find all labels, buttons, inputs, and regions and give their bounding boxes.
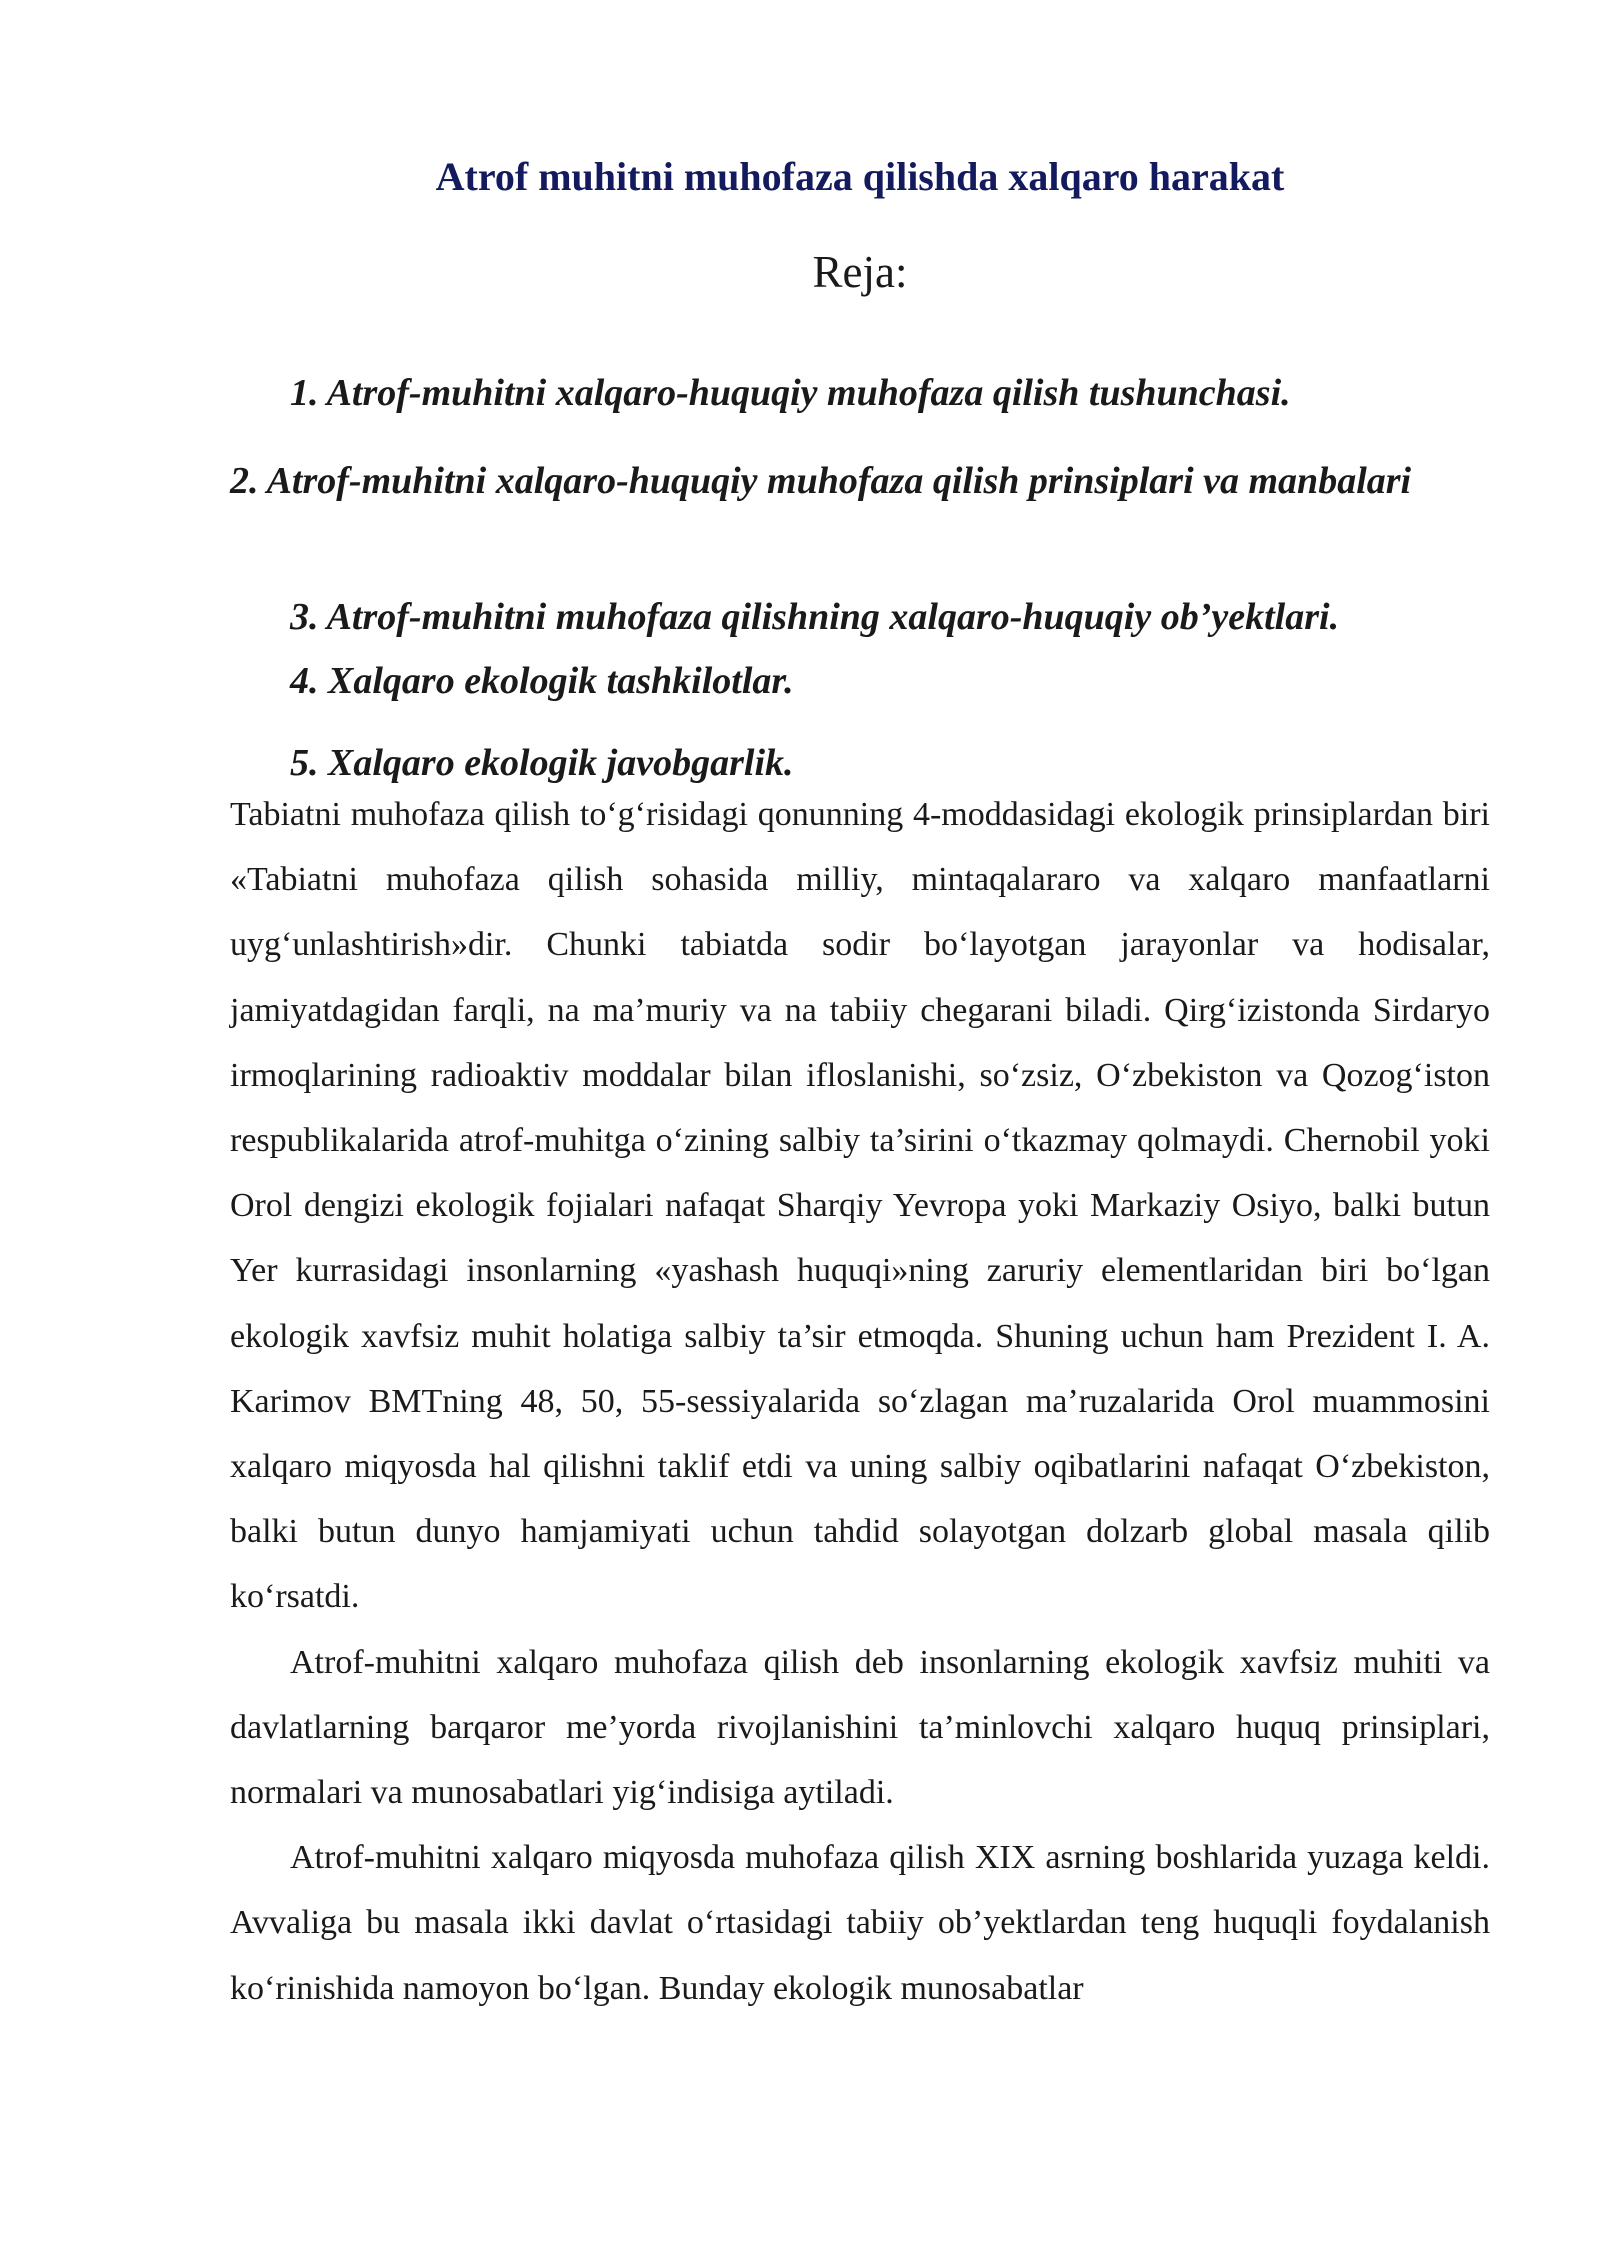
plan-heading: Reja:	[812, 247, 908, 297]
plan-item: 5. Xalqaro ekologik javobgarlik.	[290, 742, 794, 784]
body-paragraph: Tabiatni muhofaza qilish to‘g‘risidagi qonunning 4-moddasidagi ekologik prinsiplardan biri «Tabiatni muhofaza qilish sohasida milliy, mintaqalararo va xalqaro manfaatlarni uyg‘unlashtirish»dir. Chunki tabiatda sodir bo‘layotgan jarayonlar va hodisalar, jamiyatdagidan farqli, na ma’muriy va na tabiiy chegarani biladi. Qirg‘izistonda Sirdaryo irmoqlarining radioaktiv moddalar bilan ifloslanishi, so‘zsiz, O‘zbekiston va Qozog‘iston respublikalarida atrof-muhitga o‘zining salbiy ta’sirini o‘tkazmay qolmaydi. Chernobil yoki Orol dengizi ekologik fojialari nafaqat Sharqiy Yevropa yoki Markaziy Osiyo, balki butun Yer kurrasidagi insonlarning «yashash huquqi»ning zaruriy elementlaridan biri bo‘lgan ekologik xavfsiz muhit holatiga salbiy ta’sir etmoqda. Shuning uchun ham Prezident I. A. Karimov BMTning 48, 50, 55-sessiyalarida so‘zlagan ma’ruzalarida Orol muammosini xalqaro miqyosda hal qilishni taklif etdi va uning salbiy oqibatlarini nafaqat O‘zbekiston, balki butun dunyo hamjamiyati uchun tahdid solayotgan dolzarb global masala qilib ko‘rsatdi.	[230, 796, 1490, 1616]
body-paragraph: Atrof-muhitni xalqaro miqyosda muhofaza qilish XIX asrning boshlarida yuzaga keldi. Avvaliga bu masala ikki davlat o‘rtasidagi tabiiy ob’yektlardan teng huquqli foydalanish ko‘rinishida namoyon bo‘lgan. Bunday ekologik munosabatlar	[230, 1839, 1490, 2007]
body-paragraph: Atrof-muhitni xalqaro muhofaza qilish deb insonlarning ekologik xavfsiz muhiti va davlatlarning barqaror me’yorda rivojlanishini ta’minlovchi xalqaro huquq prinsiplari, normalari va munosabatlari yig‘indisiga aytiladi.	[230, 1643, 1490, 1812]
plan-item: 3. Atrof-muhitni muhofaza qilishning xalqaro-huquqiy ob’yektlari.	[290, 596, 1340, 638]
plan-item: 4. Xalqaro ekologik tashkilotlar.	[290, 660, 794, 702]
document-title: Atrof muhitni muhofaza qilishda xalqaro harakat	[435, 154, 1285, 199]
plan-item: 1. Atrof-muhitni xalqaro-huquqiy muhofaza qilish tushunchasi.	[290, 372, 1291, 414]
plan-item: 2. Atrof-muhitni xalqaro-huquqiy muhofaza qilish prinsiplari va manbalari	[230, 460, 1412, 502]
body-text	[230, 782, 1490, 2021]
